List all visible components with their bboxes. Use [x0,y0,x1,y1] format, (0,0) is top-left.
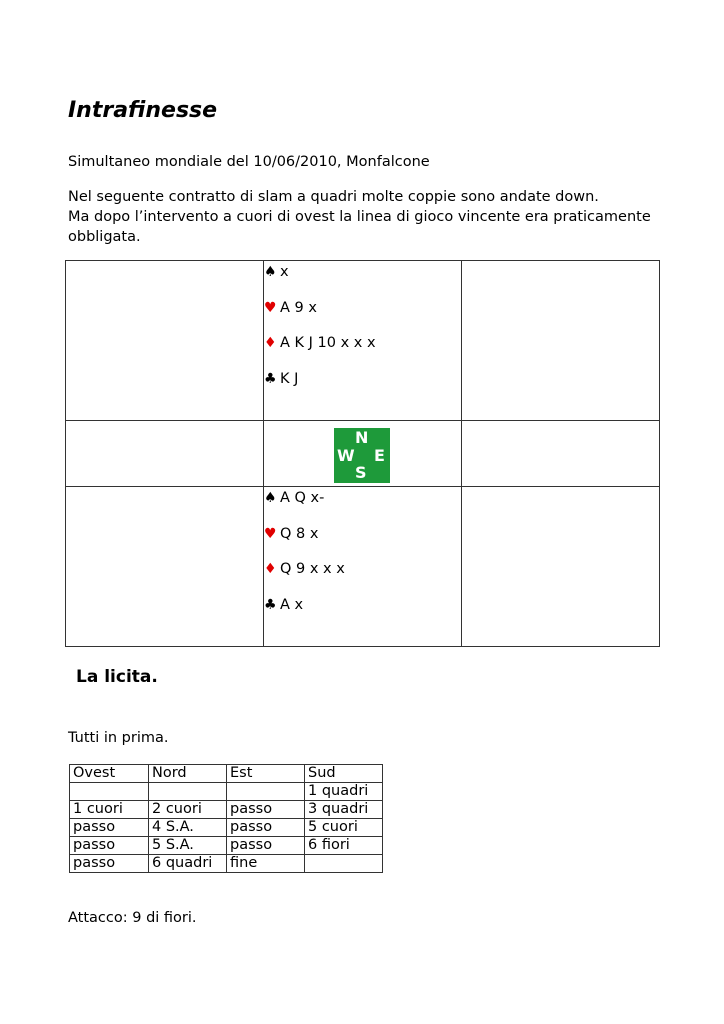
suit-cards: A Q x- [280,490,325,506]
west-hand-cell [66,421,264,487]
west-top-cell [66,261,264,421]
page-title: Intrafinesse [68,98,218,123]
north-suit-line [264,299,461,335]
south-suit-line [264,489,461,525]
south-suit-line [264,560,461,596]
compass-south: S [355,463,367,482]
suit-icon: ♣ [264,370,277,387]
bidding-table [69,764,383,873]
event-subtitle: Simultaneo mondiale del 10/06/2010, Monfalcone [68,154,430,170]
compass-west: W [337,446,355,465]
bid-cell [70,783,149,801]
bid-cell: passo [227,819,305,837]
bidding-heading: La licita. [76,667,158,687]
suit-cards: A 9 x [280,299,317,316]
bid-cell: 4 S.A. [149,819,227,837]
north-hand [264,261,462,421]
suit-icon: ♣ [264,596,277,613]
bid-cell: passo [70,837,149,855]
bid-cell: fine [227,855,305,873]
north-suit-line [264,370,461,406]
bid-cell: 3 quadri [305,801,383,819]
east-top-cell [462,261,660,421]
bid-cell [149,783,227,801]
header-sud: Sud [305,765,383,783]
suit-icon: ♥ [264,525,277,542]
bid-cell: passo [70,819,149,837]
bidding-row [70,855,383,873]
north-suit-line [264,334,461,370]
bid-cell [305,855,383,873]
deal-diagram [65,260,660,647]
bidding-row [70,801,383,819]
suit-icon: ♥ [264,299,277,316]
intro-line: Ma dopo l’intervento a cuori di ovest la linea di gioco vincente era praticamente [68,209,651,225]
header-ovest: Ovest [70,765,149,783]
bidding-row [70,783,383,801]
bid-cell: 5 cuori [305,819,383,837]
vulnerability-text: Tutti in prima. [68,730,169,746]
suit-icon: ♦ [264,335,277,351]
compass-rose [334,428,390,483]
suit-cards: K J [280,370,299,387]
opening-lead: Attacco: 9 di fiori. [68,910,197,926]
suit-cards: x [280,264,289,280]
suit-icon: ♠ [264,264,277,280]
bid-cell: 6 quadri [149,855,227,873]
header-nord: Nord [149,765,227,783]
west-bottom-cell [66,487,264,647]
bidding-header-row [70,765,383,783]
south-suit-line [264,525,461,561]
suit-icon: ♠ [264,490,277,506]
south-suit-line [264,596,461,632]
east-bottom-cell [462,487,660,647]
south-hand [264,487,462,647]
intro-line: Nel seguente contratto di slam a quadri molte coppie sono andate down. [68,189,599,205]
north-suit-line [264,263,461,299]
header-est: Est [227,765,305,783]
suit-cards: A x [280,596,304,613]
bidding-row [70,837,383,855]
bid-cell: 6 fiori [305,837,383,855]
bid-cell: 5 S.A. [149,837,227,855]
compass-north: N [355,428,369,447]
suit-icon: ♦ [264,561,277,577]
bid-cell: 2 cuori [149,801,227,819]
bid-cell: 1 cuori [70,801,149,819]
bid-cell: 1 quadri [305,783,383,801]
suit-cards: Q 9 x x x [280,561,345,577]
compass-cell [264,421,462,487]
intro-line: obbligata. [68,229,141,245]
intro-paragraph [68,187,668,247]
bid-cell: passo [70,855,149,873]
bid-cell: passo [227,837,305,855]
east-hand-cell [462,421,660,487]
bid-cell [227,783,305,801]
suit-cards: A K J 10 x x x [280,335,376,351]
suit-cards: Q 8 x [280,525,319,542]
bidding-row [70,819,383,837]
compass-east: E [374,446,385,465]
bid-cell: passo [227,801,305,819]
